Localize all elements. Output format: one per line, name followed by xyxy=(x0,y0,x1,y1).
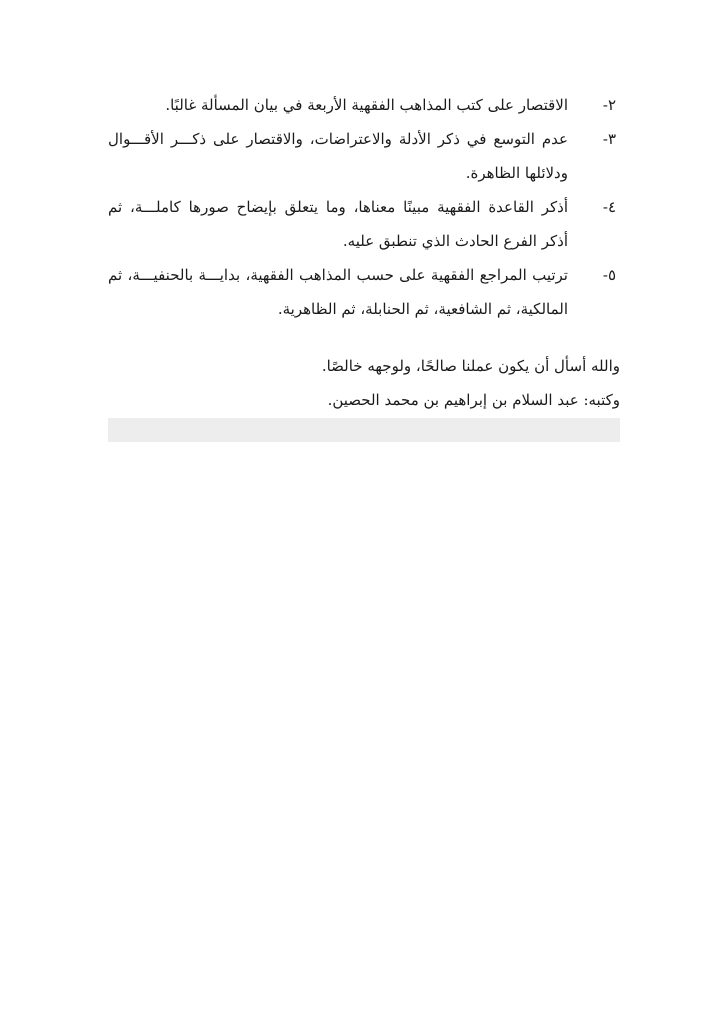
methodology-list xyxy=(108,88,620,326)
list-item-number: ٣- xyxy=(602,130,616,148)
list-item-number: ٤- xyxy=(602,198,616,216)
list-item-number: ٥- xyxy=(602,266,616,284)
list-item-text: ترتيب المراجع الفقهية على حسب المذاهب الفقهية، بدايـــة بالحنفيـــة، ثم المالكية، ثم الشافعية، ثم الحنابلة، ثم الظاهرية. xyxy=(108,266,568,318)
list-item-text: الاقتصار على كتب المذاهب الفقهية الأربعة في بيان المسألة غالبًا. xyxy=(165,96,568,114)
closing-section xyxy=(108,349,620,417)
document-page xyxy=(108,0,620,1030)
list-item xyxy=(108,258,620,326)
closing-prayer: والله أسأل أن يكون عملنا صالحًا، ولوجهه خالصًا. xyxy=(321,357,620,375)
list-item xyxy=(108,190,620,258)
list-item-text: عدم التوسع في ذكر الأدلة والاعتراضات، والاقتصار على ذكـــر الأقـــوال ودلائلها الظاهرة. xyxy=(108,130,568,182)
list-item-number: ٢- xyxy=(602,96,616,114)
author-signature: وكتبه: عبد السلام بن إبراهيم بن محمد الحصين. xyxy=(327,391,620,409)
list-item-text: أذكر القاعدة الفقهية مبينًا معناها، وما يتعلق بإيضاح صورها كاملـــة، ثم أذكر الفرع الحادث الذي تنطبق عليه. xyxy=(108,198,568,250)
page-footer-bar xyxy=(108,418,620,442)
list-item xyxy=(108,122,620,190)
list-item xyxy=(108,88,620,122)
